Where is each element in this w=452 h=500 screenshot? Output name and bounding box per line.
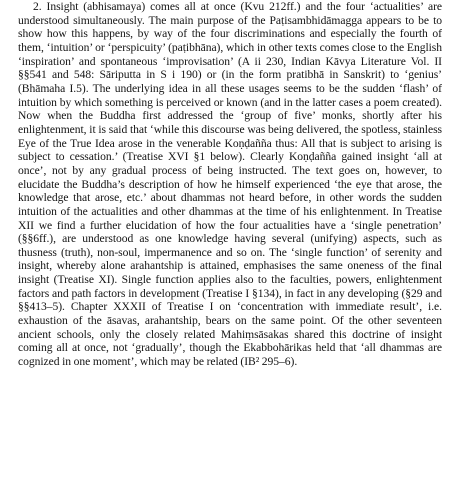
body-paragraph: 2. Insight (abhisamaya) comes all at once (Kvu 212ff.) and the four ‘actualities’ are understood simultaneously. The main purpose of the Paṭisambhidāmagga appears to be to show how this happens, by way of the four discriminations and especially the fourth of them, ‘intuition’ or ‘perspicuity’ (paṭibhāna), which in other texts comes close to the English ‘inspiration’ and spontaneous ‘improvisation’ (A ii 230, Indian Kāvya Literature Vol. II §§541 and 548: Sāriputta in S i 190) or (in the form pratibhā in Sanskrit) to ‘genius’ (Bhāmaha I.5). The underlying idea in all these usages seems to be the sudden ‘flash’ of intuition by which something is perceived or known (and in the latter cases a poem created). Now when the Buddha first addressed the ‘group of five’ monks, shortly after his enlightenment, it is said that ‘while this discourse was being delivered, the spotless, stainless Eye of the True Idea arose in the venerable Koṇḍañña thus: All that is subject to arising is subject to cessation.’ (Treatise XVI §1 below). Clearly Koṇḍañña gained insight ‘all at once’, not by any gradual process of being instructed. The text goes on, however, to elucidate the Buddha’s description of how he himself experienced ‘the eye that arose, the knowledge that arose, etc.’ about dhammas not heard before, in other words the sudden intuition of the actualities and other dhammas at the time of his enlightenment. In Treatise XII we find a further elucidation of how the four actualities have a ‘single penetration’ (§§6ff.), are understood as one knowledge having several (unifying) aspects, such as thusness (truth), non-soul, impermanence and so on. The ‘single function’ of serenity and insight, whereby alone arahantship is attained, emphasises the same oneness of the final insight (Treatise XI). Single function applies also to the faculties, powers, enlightenment factors and path factors in development (Treatise I §134), in fact in any developing (§29 and §§413–5). Chapter XXXII of Treatise I on ‘concentration with immediate result’, i.e. exhaustion of the āsavas, arahantship, bears on the same point. Of the other seventeen ancient schools, only the closely related Mahiṃsāsakas shared this doctrine of insight coming all at once, not ‘gradually’, though the Ekabbohārikas held that ‘all dhammas are cognized in one moment’, which may be related (IB² 295–6). [18,0,442,369]
page [18,0,442,500]
